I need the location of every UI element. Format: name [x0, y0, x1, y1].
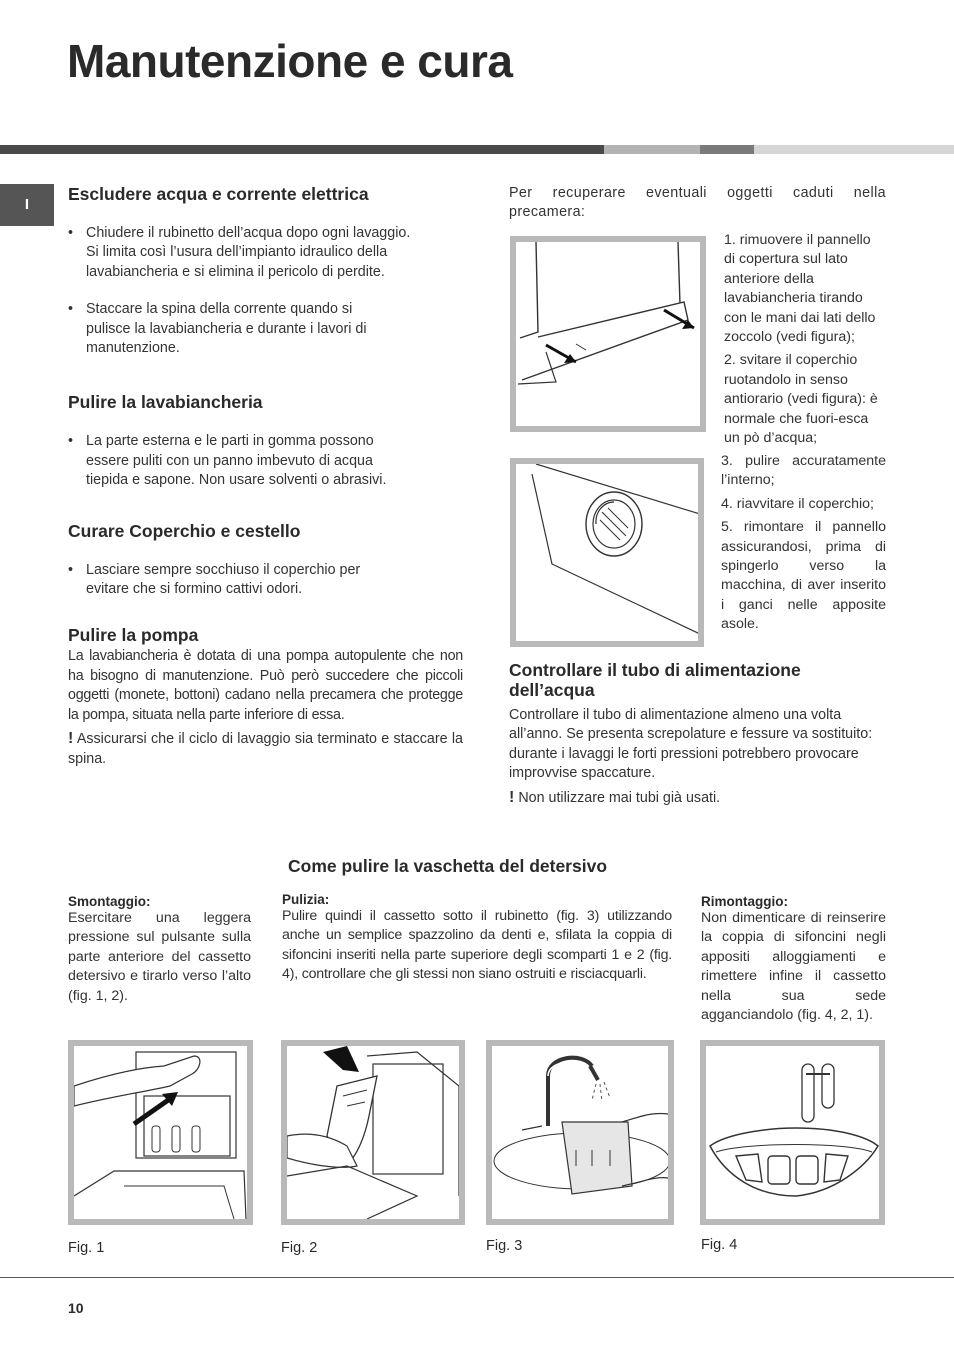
bullet-lid-open: • Lasciare sempre socchiuso il coperchio per evitare che si formino cattivi odori.: [68, 561, 378, 600]
fig2-caption: Fig. 2: [281, 1240, 318, 1256]
section-heading-lid-drum: Curare Coperchio e cestello: [68, 520, 301, 541]
figure-panel-removal: [510, 236, 706, 432]
warning-mark: !: [509, 788, 515, 806]
reassembly-heading: Rimontaggio:: [701, 894, 788, 909]
header-bar-dark2: [700, 145, 754, 154]
pump-paragraph: La lavabiancheria è dotata di una pompa autopulente che non ha bisogno di manutenzione. Può però succedere che piccoli oggetti (monete, bottoni) cadano nella precamera che protegge la pompa, situata nella parte inferiore di essa.: [68, 648, 463, 723]
section-heading-detergent: Come pulire la vaschetta del detersivo: [288, 856, 608, 876]
language-tab: I: [0, 184, 54, 226]
cleaning-heading: Pulizia:: [282, 892, 330, 907]
hose-warning-text: Non utilizzare mai tubi già usati.: [518, 789, 721, 806]
figure-1: [68, 1040, 253, 1225]
step-4: 4. riavvitare il coperchio;: [721, 495, 874, 512]
cleaning-column: [282, 892, 672, 985]
precamera-steps-a: [724, 231, 884, 448]
fig1-drawing: [74, 1046, 247, 1219]
left-column: [68, 184, 468, 769]
precamera-steps-b: [721, 452, 886, 635]
step-3: 3. pulire accuratamente l’interno;: [721, 453, 886, 489]
fig1-caption: Fig. 1: [68, 1240, 105, 1256]
bullet-close-tap: • Chiudere il rubinetto dell’acqua dopo ogni lavaggio. Si limita così l’usura dell’impianto idraulico della lavabiancheria e si elimina il pericolo di perdite.: [68, 224, 418, 282]
precamera-intro: Per recuperare eventuali oggetti caduti nella precamera:: [509, 185, 886, 221]
section-heading-pump: Pulire la pompa: [68, 625, 199, 646]
fig3-caption: Fig. 3: [486, 1238, 523, 1254]
header-bar-mid: [604, 145, 700, 154]
cleaning-text: Pulire quindi il cassetto sotto il rubinetto (fig. 3) utilizzando anche un semplice spazzolino da denti e, sfilata la coppia di sifoncini inseriti nella parte superiore degli scomparti 1 e 2 (fig. 4), controllare che gli stessi non siano ostruiti e risciacquarli.: [282, 908, 672, 983]
hose-paragraph: Controllare il tubo di alimentazione almeno una volta all’anno. Se presenta screpolature e fessure va sostituito: durante i lavaggi le forti pressioni potrebbero provocare improvvise spaccature.: [509, 707, 873, 782]
figure-2: [281, 1040, 465, 1225]
section-heading-water-power: Escludere acqua e corrente elettrica: [68, 184, 369, 204]
figure-4: [700, 1040, 885, 1225]
panel-removal-drawing: [516, 242, 700, 426]
bullet-unplug: • Staccare la spina della corrente quando si pulisce la lavabiancheria e durante i lavori di manutenzione.: [68, 300, 378, 358]
disassembly-column: [68, 894, 251, 1006]
step-2: 2. svitare il coperchio ruotandolo in senso antiorario (vedi figura): è normale che fuori-esca un pò d’acqua;: [724, 352, 878, 447]
header-bar-light: [754, 145, 954, 154]
footer-rule: [0, 1277, 954, 1278]
hose-warning: [509, 788, 889, 808]
hose-section: [509, 660, 889, 808]
pump-warning-text: Assicurarsi che il ciclo di lavaggio sia terminato e staccare la spina.: [68, 731, 463, 767]
fig2-drawing: [287, 1046, 459, 1219]
pump-cap-drawing: [516, 464, 698, 641]
reassembly-text: Non dimenticare di reinserire la coppia di sifoncini negli appositi alloggiamenti e rimettere infine il cassetto nella sua sede agganciandolo (fig. 4, 2, 1).: [701, 910, 886, 1024]
header-bar-dark: [0, 145, 604, 154]
figure-pump-cap: [510, 458, 704, 647]
section-heading-hose: Controllare il tubo di alimentazione dell’acqua: [509, 660, 801, 700]
section-heading-clean-washer: Pulire la lavabiancheria: [68, 392, 263, 413]
fig4-caption: Fig. 4: [701, 1237, 738, 1253]
page-title: Manutenzione e cura: [67, 35, 513, 87]
reassembly-column: [701, 894, 886, 1025]
step-5: 5. rimontare il pannello assicurandosi, prima di spingerlo verso la macchina, di aver inserito i ganci nelle apposite asole.: [721, 519, 886, 633]
fig3-drawing: [492, 1046, 668, 1219]
pump-warning: [68, 729, 463, 769]
warning-mark: !: [68, 730, 74, 748]
step-1: 1. rimuovere il pannello di copertura sul lato anteriore della lavabiancheria tirando con le mani dai lati dello zoccolo (vedi figura);: [724, 232, 876, 346]
disassembly-text: Esercitare una leggera pressione sul pulsante sulla parte anteriore del cassetto detersivo e tirarlo verso l’alto (fig. 1, 2).: [68, 910, 251, 1004]
fig4-drawing: [706, 1046, 879, 1219]
page-number: 10: [68, 1300, 84, 1316]
disassembly-heading: Smontaggio:: [68, 894, 151, 909]
figure-3: [486, 1040, 674, 1225]
bullet-clean-exterior: • La parte esterna e le parti in gomma possono essere puliti con un panno imbevuto di acqua tiepida e sapone. Non usare solventi o abrasivi.: [68, 432, 398, 490]
